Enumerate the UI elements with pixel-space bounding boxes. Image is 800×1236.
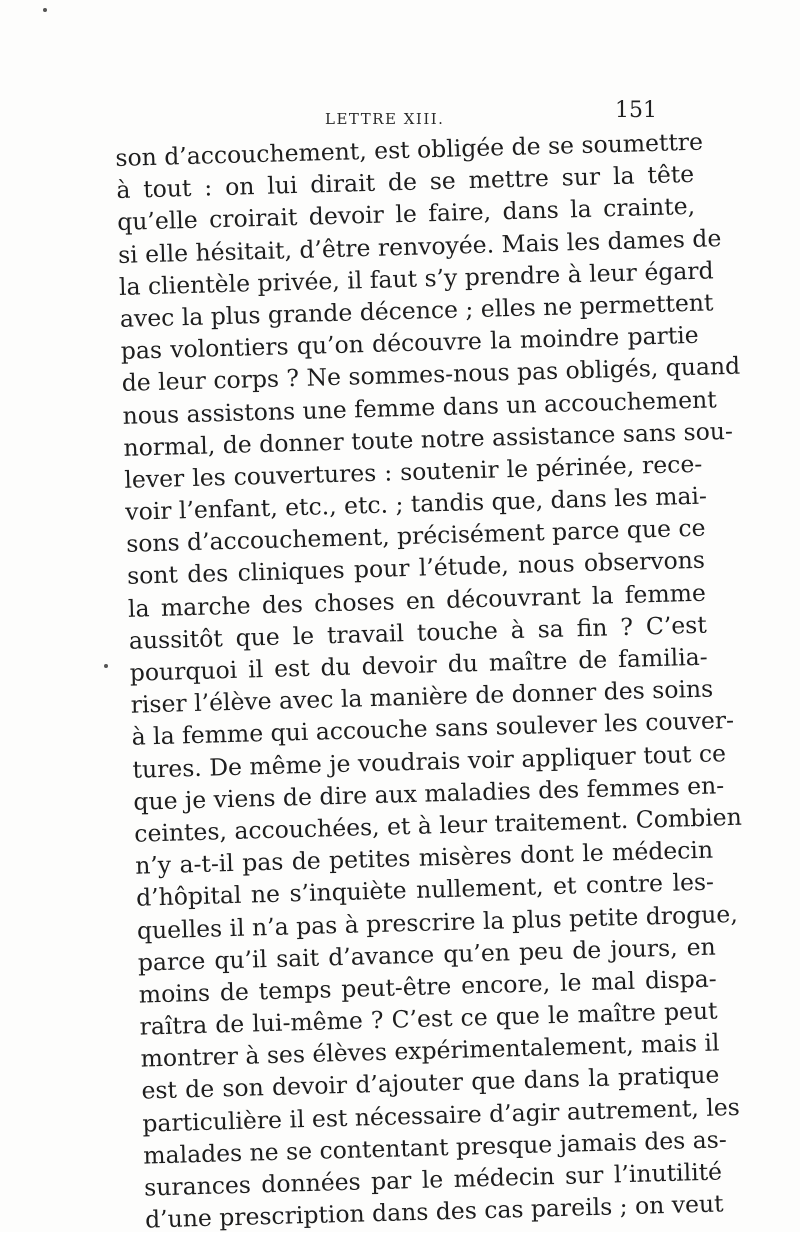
- text-line: normal, de donner toute notre assistance sans sou-: [123, 416, 734, 462]
- print-speck: [43, 8, 47, 12]
- text-line: surances données par le médecin sur l’inutilité: [143, 1157, 723, 1202]
- text-line: pas volontiers qu’on découvre la moindre partie: [120, 320, 700, 366]
- text-line: la clientèle privée, il faut s’y prendre à leur égard: [118, 256, 714, 301]
- page-number: 151: [615, 98, 657, 123]
- text-line: moins de temps peut-être encore, le mal dispa-: [138, 964, 717, 1009]
- text-line: d’hôpital ne s’inquiète nullement, et contre les-: [135, 867, 715, 913]
- text-line: pourquoi il est du devoir du maître de familia-: [129, 642, 708, 687]
- text-line: nous assistons une femme dans un accouchement: [122, 384, 717, 430]
- text-line: d’une prescription dans des cas pareils ; on veut: [144, 1189, 724, 1234]
- text-line: raîtra de lui-même ? C’est ce que le maître peut: [139, 996, 718, 1041]
- text-line: malades ne se contentant presque jamais des as-: [142, 1125, 728, 1170]
- text-line: quelles il n’a pas à prescrire la plus petite drogue,: [136, 899, 739, 945]
- text-line: à la femme qui accouche sans soulever les couver-: [131, 706, 735, 752]
- running-head: LETTRE XIII.: [325, 110, 445, 128]
- text-line: tures. De même je voudrais voir appliquer tout ce: [132, 738, 727, 784]
- text-line: sont des cliniques pour l’étude, nous observons: [126, 546, 706, 591]
- text-line: particulière il est nécessaire d’agir autrement, les: [142, 1092, 741, 1138]
- text-line: est de son devoir d’ajouter que dans la pratique: [141, 1060, 720, 1106]
- text-line: sons d’accouchement, précisément parce que ce: [125, 513, 706, 559]
- print-speck: [104, 664, 108, 668]
- text-line: avec la plus grande décence ; elles ne permettent: [119, 288, 714, 333]
- body-text: [115, 126, 743, 1236]
- text-line: de leur corps ? Ne sommes-nous pas obligés, quand: [121, 351, 741, 398]
- text-line: si elle hésitait, d’être renvoyée. Mais les dames de: [117, 223, 722, 269]
- text-line: à tout : on lui dirait de se mettre sur la tête: [115, 160, 695, 205]
- text-line: que je viens de dire aux maladies des femmes en-: [133, 770, 725, 816]
- text-line: riser l’élève avec la manière de donner des soins: [130, 674, 714, 719]
- text-line: parce qu’il sait d’avance qu’en peu de jours, en: [137, 932, 717, 977]
- text-line: lever les couvertures : soutenir le périnée, rece-: [124, 449, 703, 494]
- text-line: son d’accouchement, est obligée de se soumettre: [115, 127, 704, 172]
- text-line: voir l’enfant, etc., etc. ; tandis que, dans les mai-: [124, 481, 708, 526]
- text-line: n’y a-t-il pas de petites misères dont le médecin: [134, 835, 714, 880]
- text-line: montrer à ses élèves expérimentalement, mais il: [140, 1028, 720, 1073]
- text-line: aussitôt que le travail touche à sa fin ? C’est: [128, 610, 708, 655]
- text-line: qu’elle croirait devoir le faire, dans la crainte,: [116, 192, 696, 237]
- text-line: ceintes, accouchées, et à leur traitement. Combien: [133, 802, 743, 848]
- text-line: la marche des choses en découvrant la femme: [127, 578, 707, 623]
